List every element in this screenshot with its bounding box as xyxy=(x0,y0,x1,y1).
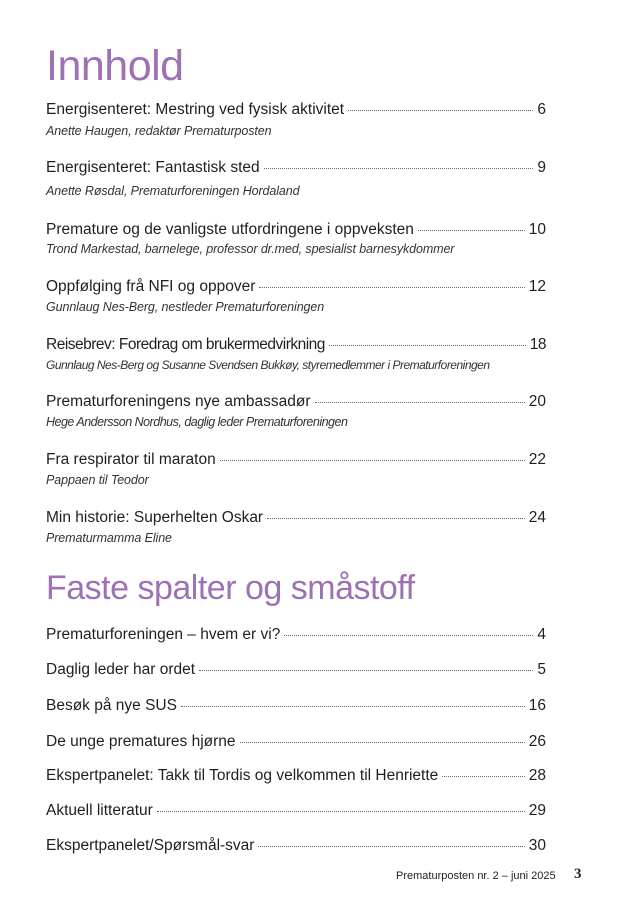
toc-entry-page: 10 xyxy=(528,221,546,238)
toc-entry-page: 18 xyxy=(529,336,546,353)
toc-entry-page: 30 xyxy=(528,837,546,854)
toc-entry[interactable] xyxy=(46,767,546,785)
toc-entry-page: 4 xyxy=(537,626,546,643)
toc-entry-author: Anette Røsdal, Prematurforeningen Hordaland xyxy=(46,184,300,198)
leader-dots xyxy=(264,168,534,169)
toc-entry-page: 20 xyxy=(528,393,546,410)
toc-entry-title: Min historie: Superhelten Oskar xyxy=(46,509,264,526)
toc-entry-title: Ekspertpanelet/Spørsmål-svar xyxy=(46,837,255,854)
toc-entry-author: Hege Andersson Nordhus, daglig leder Prematurforeningen xyxy=(46,415,348,429)
regulars-heading: Faste spalter og småstoff xyxy=(46,569,415,607)
toc-entry-author: Prematurmamma Eline xyxy=(46,531,172,545)
toc-entry-page: 6 xyxy=(537,101,546,118)
toc-entry-page: 12 xyxy=(528,278,546,295)
leader-dots xyxy=(418,230,525,231)
toc-entry[interactable] xyxy=(46,626,546,644)
toc-entry-author: Pappaen til Teodor xyxy=(46,473,149,487)
toc-entry-page: 24 xyxy=(528,509,546,526)
toc-entry[interactable] xyxy=(46,451,546,469)
toc-entry-page: 16 xyxy=(528,697,546,714)
leader-dots xyxy=(199,670,533,671)
toc-entry[interactable] xyxy=(46,336,546,354)
leader-dots xyxy=(181,706,525,707)
toc-entry-author: Trond Markestad, barnelege, professor dr.med, spesialist barnesykdommer xyxy=(46,242,455,256)
toc-entry-title: Prematurforeningens nye ambassadør xyxy=(46,393,311,410)
leader-dots xyxy=(284,635,533,636)
toc-entry-title: Daglig leder har ordet xyxy=(46,661,196,678)
leader-dots xyxy=(329,345,526,346)
toc-entry-title: Ekspertpanelet: Takk til Tordis og velkommen til Henriette xyxy=(46,767,439,784)
toc-entry-page: 9 xyxy=(537,159,546,176)
toc-entry[interactable] xyxy=(46,802,546,820)
leader-dots xyxy=(442,776,524,777)
toc-entry[interactable] xyxy=(46,101,546,119)
toc-entry[interactable] xyxy=(46,697,546,715)
toc-entry[interactable] xyxy=(46,221,546,239)
leader-dots xyxy=(267,518,525,519)
toc-entry-title: Aktuell litteratur xyxy=(46,802,153,819)
toc-entry-title: Fra respirator til maraton xyxy=(46,451,216,468)
toc-entry[interactable] xyxy=(46,733,546,751)
leader-dots xyxy=(157,811,525,812)
publication-footer: Prematurposten nr. 2 – juni 2025 xyxy=(396,870,556,882)
toc-entry-page: 26 xyxy=(528,733,546,750)
toc-entry-page: 29 xyxy=(528,802,546,819)
toc-entry[interactable] xyxy=(46,159,546,177)
leader-dots xyxy=(348,110,533,111)
leader-dots xyxy=(315,402,525,403)
toc-entry[interactable] xyxy=(46,509,546,527)
toc-entry-title: Reisebrev: Foredrag om brukermedvirkning xyxy=(46,336,325,353)
toc-entry-page: 5 xyxy=(537,661,546,678)
toc-entry[interactable] xyxy=(46,278,546,296)
leader-dots xyxy=(259,287,524,288)
toc-entry-title: Oppfølging frå NFI og oppover xyxy=(46,278,256,295)
leader-dots xyxy=(258,846,524,847)
toc-entry[interactable] xyxy=(46,837,546,855)
toc-entry-title: Premature og de vanligste utfordringene i oppveksten xyxy=(46,221,414,238)
toc-entry-title: Energisenteret: Fantastisk sted xyxy=(46,159,260,176)
toc-entry-author: Gunnlaug Nes-Berg, nestleder Prematurforeningen xyxy=(46,300,325,314)
toc-entry-title: Energisenteret: Mestring ved fysisk aktivitet xyxy=(46,101,345,118)
toc-entry-title: Prematurforeningen – hvem er vi? xyxy=(46,626,281,643)
leader-dots xyxy=(240,742,525,743)
toc-entry-title: Besøk på nye SUS xyxy=(46,697,177,714)
toc-entry[interactable] xyxy=(46,393,546,411)
toc-entry-author: Anette Haugen, redaktør Prematurposten xyxy=(46,124,272,138)
toc-entry-page: 28 xyxy=(528,767,546,784)
toc-entry[interactable] xyxy=(46,661,546,679)
page-number: 3 xyxy=(574,866,582,882)
toc-entry-author: Gunnlaug Nes-Berg og Susanne Svendsen Bukkøy, styremedlemmer i Prematurforeningen xyxy=(46,358,490,372)
contents-heading: Innhold xyxy=(46,42,184,90)
leader-dots xyxy=(220,460,525,461)
toc-entry-page: 22 xyxy=(528,451,546,468)
toc-entry-title: De unge prematures hjørne xyxy=(46,733,236,750)
